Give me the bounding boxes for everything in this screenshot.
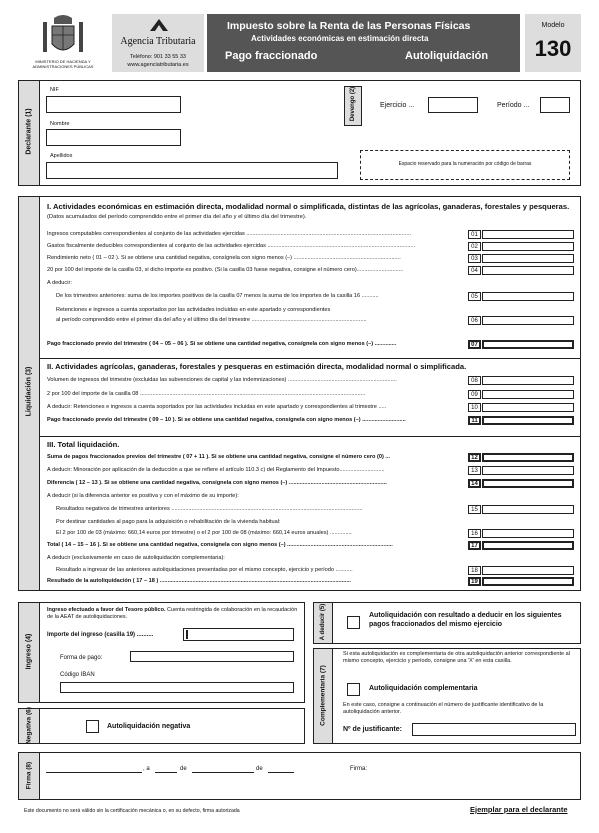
sec3-title: III. Total liquidación. <box>47 441 120 449</box>
row-r18pre-text: A deducir (exclusivamente en caso de autoliquidación complementaria): <box>47 555 225 561</box>
title-line2: Actividades económicas en estimación directa <box>251 34 429 43</box>
row-r10-text: A deducir: Retenciones e ingresos a cuenta soportados por las actividades incluidas en este apartado y correspondientes al trimestre ..... <box>47 404 387 410</box>
row-r18-text: Resultado a ingresar de las anteriores autoliquidaciones presentadas por el mismo concepto, ejercicio y período ........... <box>56 567 353 573</box>
agency-logo-icon <box>148 18 170 32</box>
amount-field-10[interactable] <box>482 403 574 412</box>
amount-field-06[interactable] <box>482 316 574 325</box>
adeducir-label: A deducir (5) <box>320 603 326 641</box>
amount-field-04[interactable] <box>482 266 574 275</box>
amount-field-05[interactable] <box>482 292 574 301</box>
justificante-label: Nº de justificante: <box>343 726 402 733</box>
adeducir-checkbox[interactable] <box>347 616 360 629</box>
complementaria-check-label: Autoliquidación complementaria <box>369 685 478 692</box>
box-number-18: 18 <box>468 566 481 575</box>
amount-field-12[interactable] <box>482 453 574 462</box>
firma-year-line[interactable] <box>268 772 294 773</box>
box-number-19: 19 <box>468 577 481 586</box>
divider-sec2 <box>40 358 581 359</box>
box-number-16: 16 <box>468 529 481 538</box>
adeducir-text: Autoliquidación con resultado a deducir en los siguientes pagos fraccionados del mismo ejercicio <box>369 612 562 628</box>
agency-web: www.agenciatributaria.es <box>127 62 189 68</box>
forma-field[interactable] <box>130 651 294 662</box>
box-number-04: 04 <box>468 266 481 275</box>
row-r05-text: De los trimestres anteriores: suma de los importes positivos de la casilla 07 menos la suma de los importes de la casilla 16 ........... <box>56 293 379 299</box>
modelo-box <box>525 14 581 72</box>
ingreso-text2: Cuenta restringida de colaboración en la recaudación de la AEAT de autoliquidaciones. <box>47 607 298 620</box>
row-r13-text: A deducir: Minoración por aplicación de la deducción a que se refiere el artículo 110.3 c) del Reglamento del Impuesto............................. <box>47 467 385 473</box>
row-r04-text: 20 por 100 del importe de la casilla 03, si dicho importe es positivo. (Si la casilla 03 fuese negativa, consigne el número cero).............................. <box>47 267 404 273</box>
forma-label: Forma de pago: <box>60 655 103 661</box>
apellidos-label: Apellidos <box>50 153 73 159</box>
ejercicio-label: Ejercicio ... <box>380 102 415 109</box>
firma-label: Firma (8) <box>25 761 33 790</box>
title-line3: Pago fraccionado <box>225 50 318 62</box>
row-r16b-text: El 2 por 100 de 03 (máximo: 660,14 euros por trimestre) o el 2 por 100 de 08 (máximo: 660,14 euros anuales) .............. <box>56 530 352 536</box>
box-number-05: 05 <box>468 292 481 301</box>
complementaria-checkbox[interactable] <box>347 683 360 696</box>
title-line4: Autoliquidación <box>405 50 489 62</box>
box-number-15: 15 <box>468 505 481 514</box>
importe-label: Importe del ingreso (casilla 19) .......... <box>47 632 154 638</box>
row-r06b-text: al período comprendido entre el primer día del año y el último día del trimestre .......................................................................... <box>56 317 367 323</box>
row-r07-text: Pago fraccionado previo del trimestre ( 04 – 05 – 06 ). Si se obtiene una cantidad negativa, consígnela con signo menos (–) .............. <box>47 341 397 347</box>
sec1-title <box>47 202 572 222</box>
row-r14-text: Diferencia ( 12 – 13 ). Si se obtiene una cantidad negativa, consígnela con signo menos (–) ............................................................... <box>47 480 387 486</box>
periodo-label: Período ... <box>497 102 530 109</box>
sec1-title-text: I. Actividades económicas en estimación directa, modalidad normal o simplificada, distintas de las agrícolas, ganaderas, forestales y pesqueras. <box>47 202 570 211</box>
liquidacion-label: Liquidación (3) <box>25 366 33 417</box>
row-r01-text: Ingresos computables correspondientes al conjunto de las actividades ejercidas .......................................................................................................... <box>47 231 412 237</box>
declarante-label: Declarante (1) <box>25 108 33 155</box>
row-a_deducir-text: A deducir: <box>47 280 72 286</box>
firma-section <box>18 752 581 800</box>
iban-field[interactable] <box>60 682 294 693</box>
firma-signature-label: Firma: <box>350 766 367 772</box>
row-r06a-text: Retenciones e ingresos a cuenta soportados por las actividades incluidas en este apartado y correspondientes <box>56 307 331 313</box>
box-number-09: 09 <box>468 390 481 399</box>
title-line1: Impuesto sobre la Renta de las Personas Físicas <box>227 20 471 32</box>
row-r09-text: 2 por 100 del importe de la casilla 08 ................................................................................................................................................. <box>47 391 366 397</box>
sec1-note: (Datos acumulados del período comprendido entre el primer día del año y el último día del trimestre). <box>47 214 307 220</box>
row-r11-text: Pago fraccionado previo del trimestre ( 09 – 10 ). Si se obtiene una cantidad negativa, consígnela con signo menos (–) ............................ <box>47 417 406 423</box>
amount-field-02[interactable] <box>482 242 574 251</box>
amount-field-03[interactable] <box>482 254 574 263</box>
sec2-title: II. Actividades agrícolas, ganaderas, forestales y pesqueras en estimación directa, modalidad normal o simplificada. <box>47 363 467 371</box>
box-number-12: 12 <box>468 453 481 462</box>
ingreso-label: Ingreso (4) <box>25 633 33 670</box>
box-number-08: 08 <box>468 376 481 385</box>
complementaria-label: Complementaria (7) <box>319 665 327 726</box>
amount-field-18[interactable] <box>482 566 574 575</box>
negativa-checkbox[interactable] <box>86 720 99 733</box>
box-number-07: 07 <box>468 340 481 349</box>
row-r16a-text: Por destinar cantidades al pago para la adquisición o rehabilitación de la vivienda habitual: <box>56 519 281 525</box>
agency-phone: Teléfono: 901 33 55 33 <box>130 54 186 60</box>
amount-field-11[interactable] <box>482 416 574 425</box>
iban-label: Código IBAN <box>60 672 95 678</box>
row-r03-text: Rendimiento neto ( 01 – 02 ). Si se obtiene una cantidad negativa, consígnela con signo menos (–) ..................................................................... <box>47 255 401 261</box>
ingreso-text <box>47 607 299 621</box>
amount-field-07[interactable] <box>482 340 574 349</box>
box-number-11: 11 <box>468 416 481 425</box>
box-number-02: 02 <box>468 242 481 251</box>
nif-label: NIF <box>50 87 59 93</box>
ministry-name: MINISTERIO DE HACIENDA Y ADMINISTRACIONES PÚBLICAS <box>32 59 94 69</box>
amount-field-13[interactable] <box>482 466 574 475</box>
box-number-03: 03 <box>468 254 481 263</box>
apellidos-field[interactable] <box>46 162 338 179</box>
negativa-label: Negativa (6) <box>25 707 33 744</box>
firma-a: , a <box>143 766 150 772</box>
agency-box <box>112 14 204 72</box>
nombre-label: Nombre <box>50 121 70 127</box>
box-number-13: 13 <box>468 466 481 475</box>
firma-de1: de <box>180 766 187 772</box>
row-r02-text: Gastos fiscalmente deducibles correspondientes al conjunto de las actividades ejercidas ............................................................................................... <box>47 243 416 249</box>
row-r12-text: Suma de pagos fraccionados previos del trimestre ( 07 + 11 ). Si se obtiene una cantidad negativa, consigne el número cero (0) ... <box>47 454 391 460</box>
amount-field-08[interactable] <box>482 376 574 385</box>
box-number-10: 10 <box>468 403 481 412</box>
periodo-field[interactable] <box>540 97 570 113</box>
title-box <box>207 14 520 72</box>
importe-cursor <box>186 630 188 639</box>
modelo-label: Modelo <box>541 22 565 29</box>
row-r15-text: Resultados negativos de trimestres anteriores ........................................................................................................................... <box>56 506 363 512</box>
amount-field-16[interactable] <box>482 529 574 538</box>
barcode-text: Espacio reservado para la numeración por código de barras <box>398 161 532 167</box>
footer-note: Este documento no será válido sin la certificación mecánica o, en su defecto, firma autorizada <box>24 808 240 814</box>
coat-of-arms-logo <box>40 14 86 58</box>
nombre-field[interactable] <box>46 129 181 146</box>
negativa-check-label: Autoliquidación negativa <box>107 723 191 730</box>
amount-field-09[interactable] <box>482 390 574 399</box>
box-number-14: 14 <box>468 479 481 488</box>
firma-day-line[interactable] <box>155 772 177 773</box>
box-number-17: 17 <box>468 541 481 550</box>
row-r17-text: Total ( 14 – 15 – 16 ). Si se obtiene una cantidad negativa, consígnela con signo menos (–) .................................................................... <box>47 542 393 548</box>
importe-field[interactable] <box>183 628 294 641</box>
modelo-number: 130 <box>534 36 572 61</box>
footer-copy: Ejemplar para el declarante <box>470 805 568 814</box>
devengo-label: Devengo (2) <box>350 86 356 122</box>
amount-field-15[interactable] <box>482 505 574 514</box>
agency-name: Agencia Tributaria <box>120 36 196 47</box>
amount-field-14[interactable] <box>482 479 574 488</box>
firma-month-line[interactable] <box>192 772 254 773</box>
ingreso-text1: Ingreso efectuado a favor del Tesoro público. <box>47 607 166 613</box>
firma-de2: de <box>256 766 263 772</box>
firma-place-line[interactable] <box>46 772 142 773</box>
row-r15pre-text: A deducir (si la diferencia anterior es positiva y con el máximo de su importe): <box>47 493 239 499</box>
row-r19-text: Resultado de la autoliquidación ( 17 – 18 ) ........................................................................................................................... <box>47 578 351 584</box>
amount-field-17[interactable] <box>482 541 574 550</box>
amount-field-01[interactable] <box>482 230 574 239</box>
box-number-01: 01 <box>468 230 481 239</box>
row-r08-text: Volumen de ingresos del trimestre (excluidas las subvenciones de capital y las indemnizaciones) ...................................................................... <box>47 377 397 383</box>
divider-sec3 <box>40 436 581 437</box>
complementaria-text1: Si esta autoliquidación es complementaria de otra autoliquidación anterior correspondiente al mismo concepto, ejercicio y período, consigne una 'X' en esta casilla. <box>343 651 570 664</box>
amount-field-19[interactable] <box>482 577 574 586</box>
ejercicio-field[interactable] <box>428 97 478 113</box>
complementaria-text2: En este caso, consigne a continuación el número de justificante identificativo de la autoliquidación anterior. <box>343 702 544 715</box>
nif-field[interactable] <box>46 96 181 113</box>
box-number-06: 06 <box>468 316 481 325</box>
justificante-field[interactable] <box>412 723 576 736</box>
